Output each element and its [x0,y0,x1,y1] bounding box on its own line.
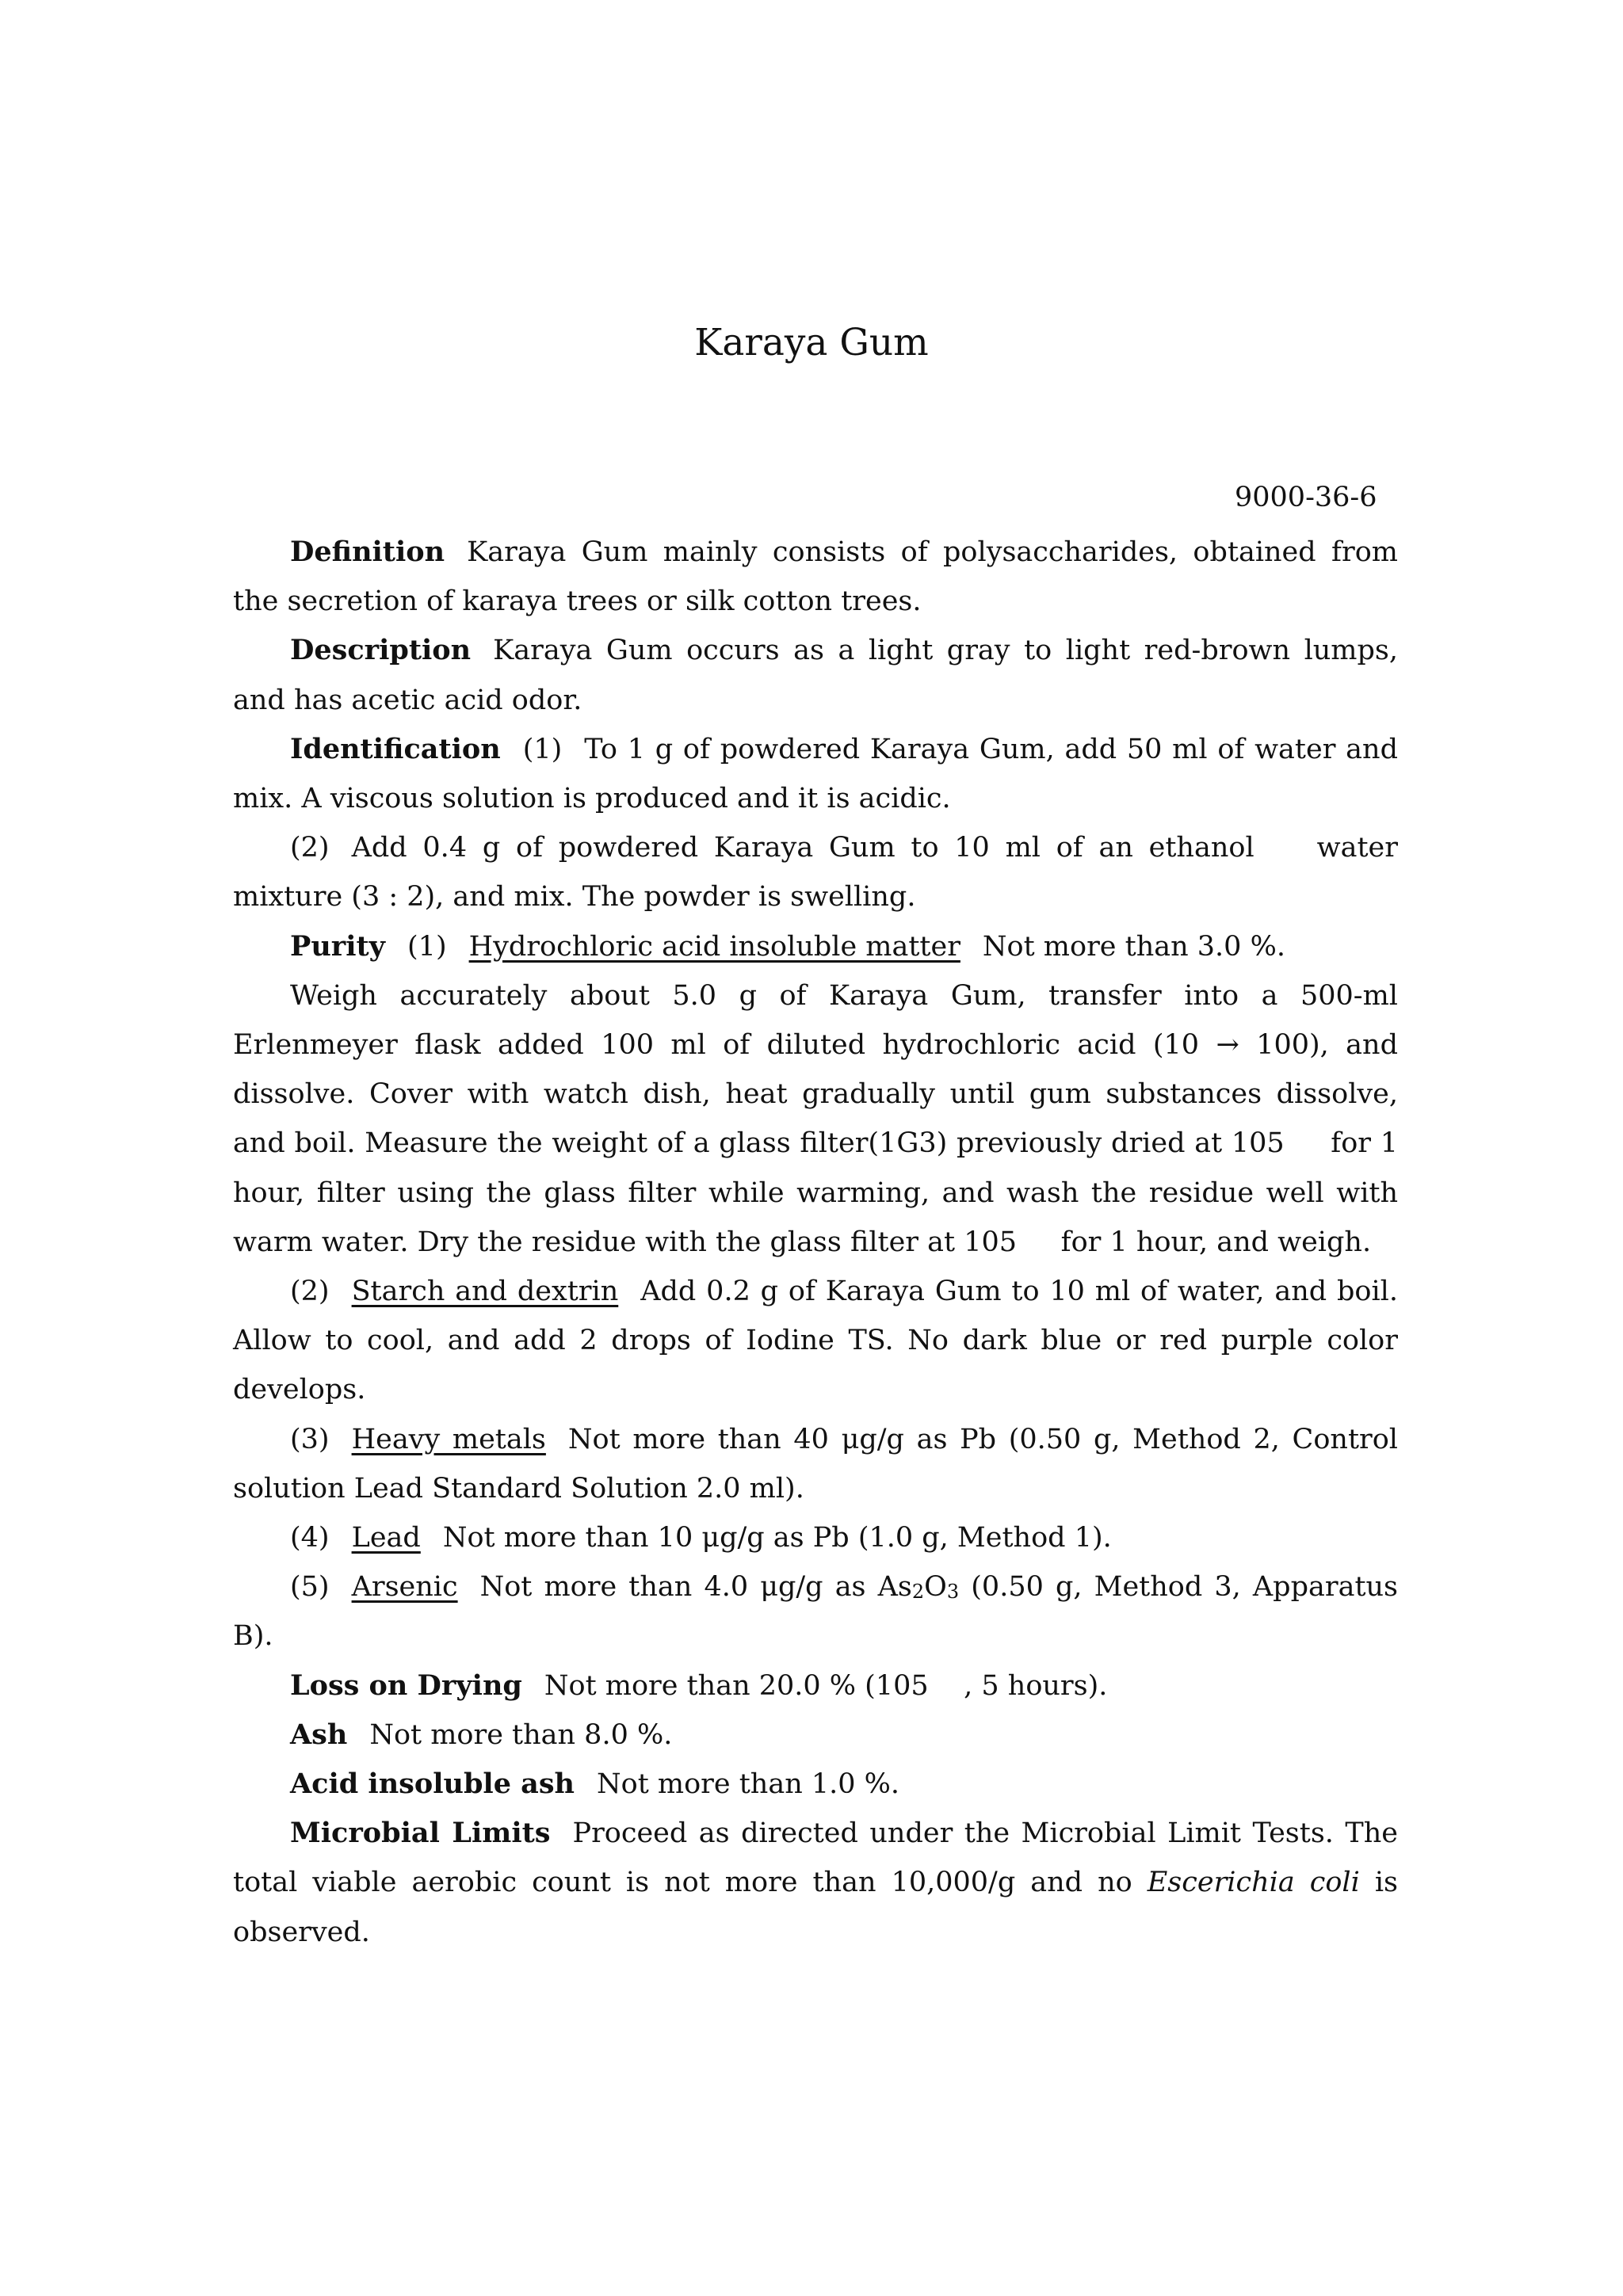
purity-paragraph-3 [233,1415,1398,1513]
cas-number: 9000-36-6 [1235,482,1377,513]
definition-text: Karaya Gum mainly consists of polysaccharides, obtained from the secretion of karaya trees or silk cotton trees. [233,536,1398,618]
identification-paragraph-1 [233,725,1398,823]
purity-item1-title: Hydrochloric acid insoluble matter [468,930,960,963]
acid-insoluble-ash-paragraph [233,1760,1398,1809]
identification-item2-number: (2) [290,832,330,864]
purity-heading: Purity [290,929,386,963]
purity-item3-number: (3) [290,1423,330,1455]
identification-paragraph-2 [233,823,1407,921]
purity-item3-text: Not more than 40 μg/g as Pb (0.50 g, Method 2, Control solution Lead Standard Solution 2.0 ml). [233,1423,1399,1505]
loss-on-drying-heading: Loss on Drying [290,1669,522,1702]
purity-item1-limit: Not more than 3.0 %. [982,930,1285,963]
acid-insoluble-ash-heading: Acid insoluble ash [290,1768,575,1801]
purity-item5-title: Arsenic [351,1571,458,1604]
purity-item5-subscript-1: 2 [911,1581,925,1604]
purity-item5-text-after: (0.50 g, Method 3, Apparatus B). [233,1571,1399,1653]
ash-paragraph [233,1711,1398,1760]
monograph-body [233,528,1407,1957]
purity-item5-subscript-2: 3 [946,1581,960,1604]
description-text: Karaya Gum occurs as a light gray to light red-brown lumps, and has acetic acid odor. [233,635,1398,716]
acid-insoluble-ash-text: Not more than 1.0 %. [597,1768,900,1801]
purity-paragraph-2 [233,1267,1398,1415]
purity-paragraph-4 [233,1513,1398,1562]
identification-item1-text: To 1 g of powdered Karaya Gum, add 50 ml of water and mix. A viscous solution is produced and it is acidic. [233,733,1398,815]
microbial-limits-heading: Microbial Limits [290,1817,551,1850]
microbial-limits-text: Proceed as directed under the Microbial Limit Tests. The total viable aerobic count is not more than 10,000/g and no [233,1817,1398,1899]
purity-item1-number: (1) [407,930,447,963]
purity-item5-number: (5) [290,1571,330,1604]
purity-item2-text: Add 0.2 g of Karaya Gum to 10 ml of water, and boil. Allow to cool, and add 2 drops of Iodine TS. No dark blue or red purple color develops. [233,1276,1398,1406]
definition-heading: Definition [290,536,445,568]
document-title: Karaya Gum [694,321,929,364]
identification-item1-number: (1) [522,733,563,765]
loss-on-drying-paragraph [233,1661,1398,1711]
description-paragraph [233,626,1398,724]
identification-heading: Identification [290,732,501,765]
microbial-limits-organism: Escerichia coli [1147,1867,1360,1899]
purity-item4-number: (4) [290,1522,330,1554]
ash-heading: Ash [290,1718,348,1751]
purity-item2-title: Starch and dextrin [351,1276,619,1308]
purity-item5-oxygen: O [924,1571,947,1604]
identification-item2-text: Add 0.4 g of powdered Karaya Gum to 10 ml of an ethanol water mixture (3 : 2), and mix. The powder is swelling. [233,832,1407,913]
purity-item4-title: Lead [351,1522,421,1554]
description-heading: Description [290,634,472,667]
definition-paragraph [233,528,1398,626]
purity-item1-procedure: Weigh accurately about 5.0 g of Karaya Gum, transfer into a 500-ml Erlenmeyer flask added 100 ml of diluted hydrochloric acid (10 → 100), and dissolve. Cover with watch dish, heat gradually until gum substances dissolve, and boil. Measure the weight of a glass filter(1G3) previously dried at 105 for 1 hour, filter using the glass filter while warming, and wash the residue well with warm water. Dry the residue with the glass filter at 105 for 1 hour, and weigh. [233,979,1407,1258]
purity-paragraph-1 [233,922,1398,971]
ash-text: Not more than 8.0 %. [369,1718,673,1751]
purity-item5-text: Not more than 4.0 μg/g as As [479,1571,912,1604]
microbial-limits-text-after: is observed. [233,1867,1398,1948]
purity-paragraph-5 [233,1562,1398,1661]
purity-item3-title: Heavy metals [351,1423,546,1455]
purity-item4-text: Not more than 10 μg/g as Pb (1.0 g, Method 1). [442,1522,1112,1554]
purity-item2-number: (2) [290,1276,330,1308]
microbial-limits-paragraph [233,1809,1398,1957]
loss-on-drying-text: Not more than 20.0 % (105 , 5 hours). [544,1669,1108,1702]
